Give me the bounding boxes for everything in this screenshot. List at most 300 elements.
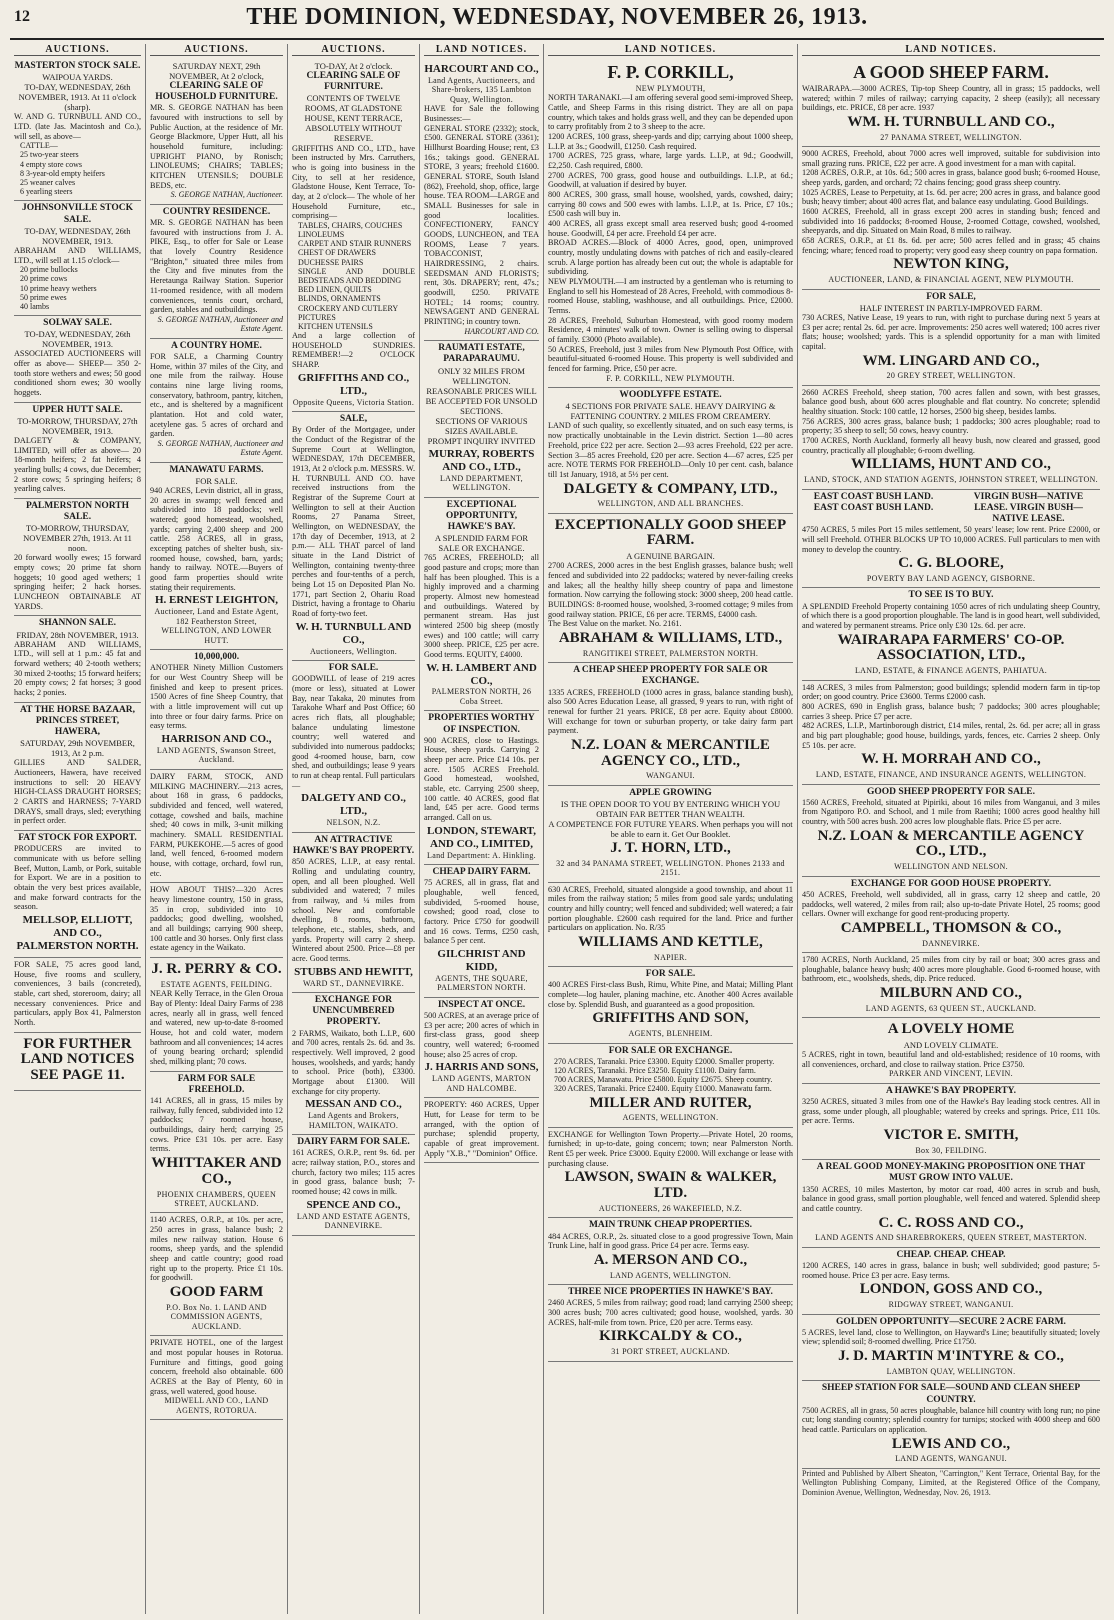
ad-body: ABRAHAM AND WILLIAMS, LTD., will sell at 1 p.m.: 45 fat and forward wethers; 40 2-tooth wethers; 30 mixed 2-tooths; 15 forward heifers; 20 empty cows; 2 fat horses; 3 good hacks; 2 ponies.	[14, 639, 141, 698]
ad-ten-million	[150, 650, 283, 770]
ad-newton-king	[802, 147, 1100, 290]
ad-title: FOR SALE,	[926, 291, 976, 302]
ad-title: WOODLYFFE ESTATE.	[619, 390, 722, 401]
ad-hawkes-bay-property	[292, 833, 415, 993]
column-heading: AUCTIONS.	[150, 44, 283, 56]
ad-williams-hunt	[802, 386, 1100, 490]
ad-agent: N.Z. LOAN & MERCANTILE AGENCY CO., LTD.,	[817, 827, 1085, 860]
stock-list	[14, 265, 141, 311]
ad-agent: WM. H. TURNBULL AND CO.,	[847, 113, 1055, 130]
ad-address: LAND AGENTS AND SHAREBROKERS, QUEEN STREET, MASTERTON.	[815, 1233, 1087, 1243]
ad-agent: HARCOURT AND CO.,	[424, 63, 539, 75]
ad-address: LAND, ESTATE, FINANCE, AND INSURANCE AGENTS, WELLINGTON.	[815, 770, 1087, 780]
ad-title: EXCHANGE FOR UNENCUMBERED PROPERTY.	[312, 995, 395, 1028]
ad-mortgagee-sale	[292, 412, 415, 661]
ad-body: GILLIES AND SALDER, Auctioneers, Hawera, have received instructions to sell: 20 HEAVY HIGH-CLASS DRAUGHT HORSES; 2 CARTS and HARNESS; 7-YARD DRAYS, small drays, sled; everything in perfect order.	[14, 758, 141, 826]
ad-address: LAMBTON QUAY, WELLINGTON.	[886, 1366, 1016, 1376]
ad-apple-growing	[548, 786, 793, 883]
listing-entry: 2700 ACRES, 700 grass, good house and outbuildings. L.I.P., at 6d.; Goodwill, at valuation if desired by buyer.	[548, 170, 793, 190]
ad-body: 5 ACRES, level land, close to Wellington, on Hayward's Line; beautifully situated; lovely view; splendid soil; 8-roomed dwelling. Price £1750.	[802, 1327, 1100, 1347]
ad-address: LAND DEPARTMENT, WELLINGTON.	[440, 473, 523, 493]
ad-horse-bazaar	[14, 703, 141, 831]
ad-masterton-stock-sale	[14, 59, 141, 201]
list-item: 120 ACRES, Taranaki. Price £3250. Equity £1100. Dairy farm.	[554, 1066, 756, 1076]
ad-address: LAND, ESTATE, & FINANCE AGENTS, PAHIATUA.	[854, 666, 1048, 676]
listing-entry: 50 ACRES, Freehold, just 3 miles from New Plymouth Post Office, with beautiful-situated 6-roomed House. This property is well subdivided and fenced for farming. Price, £50 per acre.	[548, 344, 793, 374]
listing-entry: 1700 ACRES, 725 grass, whare, large yards. L.I.P., at 9d.; Goodwill, £2,250. Cash required, £800.	[548, 151, 793, 171]
listing-entry: 1025 ACRES, Lease to Perpetuity, at 1s. 6d. per acre; 200 acres in grass, and balance good bush; heavy timber; about 400 acres flat, and balance easy undulating. Good Buildings.	[802, 187, 1100, 207]
column-auctions-1	[10, 44, 146, 1614]
ad-title: SHANNON SALE.	[38, 618, 117, 629]
ad-address: AUCTIONEERS, 26 WAKEFIELD, N.Z.	[598, 1203, 743, 1213]
ad-note: And a large collection of HOUSEHOLD SUNDRIES. REMEMBER!—2 O'CLOCK SHARP.	[292, 331, 415, 370]
ad-body: PRODUCERS are invited to communicate with us before selling Beef, Mutton, Lamb, or Pork, suitable for Export. We are in a position to obtain the very best prices available, and make forward contracts for the season.	[14, 844, 141, 912]
furniture-list	[292, 221, 415, 331]
ad-body: GOODWILL of lease of 219 acres (more or less), situated at Lower Bay, near Takaka, 20 minutes from Tarakohe Wharf and Post Office; 60 acres rich flats, all ploughable; balance undulating limestone country; well watered and subdivided into numerous paddocks; good 4-roomed house, barn, cow shed, and outbuildings; lease 9 years to run at cheap rental. Full particulars—	[292, 674, 415, 790]
ad-note: The Best Value on the market. No. 2161.	[548, 619, 682, 629]
ad-title: SHEEP STATION FOR SALE—SOUND AND CLEAN SHEEP COUNTRY.	[821, 1383, 1081, 1405]
ad-address: Auctioneers, Wellington.	[309, 646, 398, 656]
ad-milburn	[802, 953, 1100, 1018]
ad-body: GRIFFITHS AND CO., LTD., have been instructed by Mrs. Carruthers, who is going into business in the City, to sell at her residence, Gladstone House, Kent Terrace, To-day, at 2 o'clock— The whole of her Household Furniture, etc., comprising—	[292, 143, 415, 221]
ad-exchange-unencumbered	[292, 993, 415, 1135]
ad-upper-hutt-lease	[424, 1098, 539, 1163]
listing-entry: 800 ACRES, 300 grass, small house, woolshed, yards, cowshed, dairy; carrying 80 cows and 500 ewes with lambs. L.I.P., at 1s. Price, £7 10s.; £500 cash will buy in.	[548, 190, 793, 219]
ad-agent: MURRAY, ROBERTS AND CO., LTD.,	[428, 447, 535, 473]
ad-address: LAND AGENTS, MARTON AND HALCOMBE.	[431, 1074, 532, 1093]
ad-cg-bloore	[802, 490, 1100, 589]
ad-agent: GILCHRIST AND KIDD,	[437, 948, 526, 974]
list-item: 4 empty store cows	[20, 159, 82, 169]
ad-address: Opposite Queens, Victoria Station.	[292, 397, 415, 407]
ad-exceptionally-good-sheep-farm	[548, 514, 793, 663]
ad-agent: C. G. BLOORE,	[898, 555, 1004, 572]
ad-clearing-sale-furniture	[292, 59, 415, 412]
ad-date: SATURDAY NEXT, 29th NOVEMBER, At 2 o'clock,	[169, 61, 264, 82]
ad-agent: W. H. MORRAH AND CO.,	[861, 751, 1041, 768]
column-heading: LAND NOTICES.	[548, 44, 793, 56]
ad-body: PRIVATE HOTEL, one of the largest and most popular houses in Rotorua. Furniture and fittings, good going concern, freehold also obtainable. 600 ACRES at the Bay of Plenty, 60 in grass, well watered, good house.	[150, 1338, 283, 1396]
ad-note: SECTIONS OF VARIOUS SIZES AVAILABLE.	[435, 415, 528, 436]
ad-body: NEAR Kelly Terrace, in the Glen Oroua Bay of Plenty: Ideal Dairy Farms of 238 acres, nearly all in grass, well fenced and watered, new up-to-date 8-roomed House, hot and cold water, modern bathroom and all conveniences; 14 acres of young bearing orchard; splendid shed, milking plant; 70 cows.	[150, 989, 283, 1066]
column-heading: LAND NOTICES.	[802, 44, 1100, 56]
ad-good-farm	[150, 1213, 283, 1336]
ad-body: MR. S. GEORGE NATHAN has been favoured with instructions to sell by Public Auction, at the residence of Mr. George Blackmore, Upper Hutt, all his household furniture, including: UPRIGHT PIANO, by Ronisch; LINOLEUMS; CHAIRS; TABLES; KITCHEN UTENSILS; DOUBLE BEDS, etc.	[150, 103, 283, 190]
ad-body: 2460 ACRES, 5 miles from railway; good road; land carrying 2500 sheep; 300 acres bush; 700 acres cultivated; good house, woolshed, yards. 30 ACRES, half-mile from town. Price, £20 per acre. Terms easy.	[548, 1298, 793, 1327]
ad-palmerston-north-sale	[14, 499, 141, 616]
ad-subtitle: AND LOVELY CLIMATE.	[903, 1040, 999, 1051]
ad-title: PALMERSTON NORTH SALE.	[25, 500, 130, 523]
ad-title: EXCHANGE FOR GOOD HOUSE PROPERTY.	[850, 878, 1052, 889]
ad-dairy-farm-machinery	[150, 770, 283, 883]
ad-title: DAIRY FARM FOR SALE.	[297, 1137, 410, 1148]
ad-agent: W. H. LAMBERT AND CO.,	[426, 661, 537, 687]
ad-body: 484 ACRES, O.R.P., 2s. situated close to a good progressive Town, Main Trunk Line, half in good grass. Price £4 per acre. Terms easy.	[548, 1231, 793, 1251]
ad-agent: GRIFFITHS AND SON,	[592, 1010, 749, 1027]
masthead-rule	[10, 38, 1104, 40]
ad-body: 850 ACRES, L.I.P., at easy rental. Rolling and undulating country, open, and all been ploughed. Well subdivided and watered; 7 miles from railway, and ¼ miles from school. New and comfortable dwelling, 8 rooms, bathroom, telephone, etc., stables, sheds, and yards. Property will carry 2 sheep. Wintered about 2500. Price—£8 per acre. Good terms.	[292, 857, 415, 963]
ad-body: 400 ACRES First-class Bush, Rimu, White Pine, and Matai; Milling Plant complete—log hauler, planing machine, etc. Another 400 Acres available close by. Splendid Bush, and guaranteed as a good proposition.	[548, 980, 793, 1009]
column-auctions-3	[288, 44, 420, 1614]
ad-lovely-home	[802, 1018, 1100, 1084]
ad-lead: NORTH TARANAKI.—I am offering several good semi-improved Sheep, Cattle, and Sheep Farms in this rising district. They are all on papa country, which takes and holds grass well, and they can be depended upon to carry profitably from 2 to 3 sheep to the acre.	[548, 93, 793, 132]
ad-kirkcaldy	[548, 1285, 793, 1361]
listing-entry: 1208 ACRES, O.R.P., at 10s. 6d.; 500 acres in grass, balance good bush; 6-roomed House, sheep yards, garden, and orchard; 72 chains fencing; good grass sheep country.	[802, 168, 1100, 188]
ad-agent: DALGETY & COMPANY, LTD.,	[563, 480, 778, 497]
ad-body: 5 ACRES, right in town, beautiful land and old-established; residence of 10 rooms, with all conveniences, orchard, and close to railway station. Price £3750.	[802, 1050, 1100, 1069]
ad-country-residence	[150, 205, 283, 339]
ad-title: A GOOD SHEEP FARM.	[853, 62, 1049, 82]
listing-entry: 148 ACRES, 3 miles from Palmerston; good buildings; splendid modern farm in tip-top order; on good country. Price £3600. Terms £2000 cash.	[802, 682, 1100, 702]
ad-lewis-and-co	[802, 1381, 1100, 1469]
list-item: CATTLE—	[20, 141, 58, 151]
ad-body: 500 ACRES, at an average price of £3 per acre; 200 acres of which in first-class grass, good sheep country, well watered; 6-roomed house; also 25 acres of crop.	[424, 1011, 539, 1059]
list-item: DUCHESSE PAIRS	[298, 257, 364, 267]
ad-title: FOR SALE.	[328, 663, 379, 674]
ad-lead: HAVE for Sale the following Businesses:—	[424, 104, 539, 123]
ad-agent: DALGETY AND CO., LTD.,	[301, 792, 406, 818]
list-item: 320 ACRES, Taranaki. Price £2400. Equity £1000. Manawatu farm.	[554, 1084, 772, 1094]
ad-agent: F. P. CORKILL,	[607, 62, 734, 82]
ad-lead: IS THE OPEN DOOR TO YOU BY ENTERING WHICH YOU OBTAIN FAR BETTER THAN WEALTH.	[560, 799, 781, 820]
ad-address: WANGANUI.	[646, 771, 695, 781]
list-item: 25 weaner calves	[20, 178, 76, 188]
ad-body: 2 FARMS, Waikato, both L.I.P., 600 and 700 acres, rentals 2s. 6d. and 3s. respectively. Well improved, 2 good houses, woolsheds, and yards; handy to school. Price (both), £3300. Mortgage about £1300. Will exchange for city property.	[292, 1028, 415, 1096]
ad-subtitle: WAIPOUA YARDS.	[42, 72, 113, 83]
ad-title: UPPER HUTT SALE.	[32, 404, 123, 415]
ad-body: GENERAL STORE (2332); stock, £500. GENERAL STORE (3361); Hillhurst Boarding House; rent, £3 16s.; takings good. GENERAL STORE, 3 years; freehold £1600. GENERAL STORE, South Island (862), Freehold, shop, office, large house. TEA ROOM—LARGE and SMALL Businesses for sale in good localities. CONFECTIONERY, FANCY GOODS, LUNCHEON, and TEA ROOMS, Lease 7 years. TOBACCONIST, HAIRDRESSING, 2 chairs. SEEDSMAN AND FLORISTS; rent, 30s. DRAPERY; rent, 47s.; goodwill, £250. PRIVATE HOTEL; 14 rooms; country. NEWSAGENT AND GENERAL PRINTING; in country town.	[424, 123, 539, 327]
ad-address: RIDGWAY STREET, WANGANUI.	[888, 1300, 1014, 1310]
ad-body: 1200 ACRES, 140 acres in grass, balance in bush; well subdivided; good pasture; 5-roomed house. Price £3 per acre. Easy terms.	[802, 1261, 1100, 1280]
ad-title: TO SEE IS TO BUY.	[908, 590, 994, 601]
exchange-list	[548, 1057, 793, 1094]
ad-body: 7500 ACRES, all in grass, 50 acres ploughable, balance hill country with long run; no pine cut; long standing country; splendid country for turnips; stocked with 4000 sheep and 600 head cattle. Particulars on application.	[802, 1405, 1100, 1435]
column-heading: AUCTIONS.	[14, 44, 141, 56]
ad-signature: F. P. CORKILL, NEW PLYMOUTH.	[606, 373, 735, 383]
ad-wh-morrah	[802, 681, 1100, 785]
ad-household-furniture-sale	[150, 59, 283, 205]
ad-nz-loan-mercantile	[802, 785, 1100, 877]
ad-agent: LONDON, GOSS AND CO.,	[859, 1281, 1043, 1298]
listing-entry: 800 ACRES, 690 in English grass, balance bush; 7 paddocks; 300 acres ploughable; carries 3 sheep. Price £7 per acre.	[802, 701, 1100, 721]
ad-title: RAUMATI ESTATE,	[438, 343, 525, 354]
ad-body: 730 ACRES, Native Lease, 19 years to run, with right to purchase during next 5 years at £3 per acre; rental 2s. 6d. per acre. Improvements: 250 acres well watered; 100 acres river flats; house; woolshed; yards. This is a splendid opportunity for a man with limited capital.	[802, 312, 1100, 351]
list-item: 25 two-year steers	[20, 150, 79, 160]
ad-date: TO-DAY, WEDNESDAY, 26th NOVEMBER, 1913.	[24, 329, 131, 350]
ad-agent: VICTOR E. SMITH,	[883, 1127, 1019, 1144]
ad-heading-pair	[802, 492, 1100, 526]
ad-inspect-at-once	[424, 998, 539, 1098]
ad-williams-and-kettle	[548, 883, 793, 968]
ad-body: 1350 ACRES, 10 miles Masterton, by motor car road, 400 acres in scrub and bush, balance in good grass, small portion ploughable, well fenced and watered. Splendid sheep and cattle country.	[802, 1184, 1100, 1213]
list-item: BLINDS, ORNAMENTS	[298, 294, 381, 304]
ad-private-hotel-rotorua	[150, 1336, 283, 1420]
column-land-notices-1	[420, 44, 544, 1614]
ad-address: LAND, STOCK, AND STATION AGENTS, JOHNSTON STREET, WELLINGTON.	[804, 475, 1098, 485]
ad-signature: S. GEORGE NATHAN, Auctioneer and Estate Agent.	[157, 438, 283, 458]
ad-body: 20 forward woolly ewes; 15 forward empty cows; 20 prime fat shorn hoggets; 10 good aged wethers; 1 springing heifer; 2 hack horses. LUNCHEON OBTAINABLE AT YARDS.	[14, 553, 141, 611]
ad-agent: LEWIS AND CO.,	[891, 1435, 1011, 1452]
ad-how-about-this	[150, 883, 283, 958]
ad-harcourt	[424, 59, 539, 341]
ad-goodwill-lease	[292, 661, 415, 833]
ad-country-home	[150, 339, 283, 463]
ad-agent: WM. LINGARD AND CO.,	[862, 352, 1040, 369]
ad-title: COUNTRY RESIDENCE.	[162, 206, 271, 217]
ad-body: ASSOCIATED AUCTIONEERS will offer as above— SHEEP— 350 2-tooth store wethers and ewes; 50 good conditioned shorn ewes; 30 woolly hoggets.	[14, 349, 141, 398]
ad-cheap-sheep-property	[548, 663, 793, 786]
ad-agent: SPENCE AND CO.,	[306, 1198, 401, 1211]
ad-cheap-dairy-farm	[424, 865, 539, 998]
list-item: KITCHEN UTENSILS	[298, 321, 373, 331]
ad-body: 765 ACRES, FREEHOLD; all good pasture and crops; more than half has been ploughed. This is a highly improved and a charming property. Almost new homestead and outbuildings. Watered by permanent stream. Has just wintered 2500 big sheep (mostly ewes) and 100 cattle; will carry 3000 sheep. PRICE, £25 per acre. Good terms. EQUITY, £4000.	[424, 553, 539, 659]
ad-address: 20 GREY STREET, WELLINGTON.	[886, 371, 1016, 381]
ad-agent: LAWSON, SWAIN & WALKER, LTD.	[564, 1169, 777, 1202]
ad-signature: HARCOURT AND CO.	[464, 326, 539, 336]
ad-agent: LONDON, STEWART, AND CO., LIMITED,	[426, 824, 537, 850]
ad-exceptional-opportunity	[424, 498, 539, 712]
ad-subtitle: PARAPARAUMU.	[443, 354, 520, 365]
ad-shannon-sale	[14, 616, 141, 702]
ad-johnsonville-stock-sale	[14, 201, 141, 316]
list-item: CHEST OF DRAWERS	[298, 248, 376, 258]
ad-fp-corkill	[548, 59, 793, 388]
ad-body: PROPERTY: 460 ACRES, Upper Hutt, for Lease for term to be arranged, with the option of purchase; splendid property, capable of great improvement. Apply "X.B.," "Dominion" Office.	[424, 1100, 539, 1158]
masthead	[0, 0, 1114, 40]
ad-address: DANNEVIRKE.	[922, 938, 980, 948]
ad-subtitle: HALF INTEREST IN PARTLY-IMPROVED FARM.	[859, 302, 1043, 313]
ad-further-land-notices	[14, 1033, 141, 1091]
ad-farm-for-sale-freehold	[150, 1072, 283, 1214]
ad-date: TO-MORROW, THURSDAY, NOVEMBER 27th, 1913. At 11 noon.	[23, 523, 132, 554]
list-item: 20 prime cows	[20, 274, 68, 284]
ad-dairy-farm-for-sale	[292, 1135, 415, 1235]
ad-title: FARM FOR SALE FREEHOLD.	[177, 1073, 256, 1095]
ad-body: 3250 ACRES, situated 3 miles from one of the Hawke's Bay leading stock centres. All in grass, some under plough, all ploughable; watered by creeks and springs. Price, £11 10s. per acre. Terms.	[802, 1097, 1100, 1126]
ad-title: FOR SALE.	[645, 969, 696, 980]
stock-list	[14, 141, 141, 196]
ad-agent: J. T. HORN, LTD.,	[610, 840, 731, 857]
list-item: 10 prime heavy wethers	[20, 283, 97, 293]
list-item: 270 ACRES, Taranaki. Price £3300. Equity £2000. Smaller property.	[554, 1056, 775, 1066]
ad-body: By Order of the Mortgagee, under the Conduct of the Registrar of the Supreme Court at Wellington, WEDNESDAY, 17th DECEMBER, 1913, At 2 o'clock p.m. MESSRS. W. H. TURNBULL AND CO. have received instructions from the Registrar of the Supreme Court at Wellington to sell at their Auction Rooms, 27 Panama Street, Wellington, on WEDNESDAY, the 17th day of December, 1913, at 2 p.m.— ALL THAT parcel of land situate in the Land District of Wellington, containing twenty-three perches and four-tenths of a perch, being Lot 15 on Deposited Plan No. 1771, part Section 2, Ohariu Road District, having a frontage to Ohariu Road of forty-two feet.	[292, 425, 415, 619]
ad-date: TO-MORROW, THURSDAY, 27th NOVEMBER, 1913.	[17, 415, 138, 436]
list-item: 8 3-year-old empty heifers	[20, 168, 105, 178]
ad-agent-location: NEW PLYMOUTH,	[635, 83, 706, 93]
ad-griffiths-and-son	[548, 967, 793, 1043]
ad-address: ESTATE AGENTS, FEILDING.	[160, 979, 273, 989]
ad-agent: C. C. ROSS AND CO.,	[878, 1214, 1024, 1231]
ad-agent: J. HARRIS AND SONS,	[424, 1061, 539, 1074]
printers-imprint: Printed and Published by Albert Sheaton, "Carrington," Kent Terrace, Oriental Bay, for the Wellington Publishing Company, Limited, at the Registered Office of the Company, Dominion Avenue, Wellington, Wednesday, Nov. 26, 1913.	[802, 1468, 1100, 1497]
ad-date: SATURDAY, 29th NOVEMBER, 1913, At 2 p.m.	[20, 738, 135, 759]
ad-manawatu-farms	[150, 463, 283, 650]
listing-entry: 482 ACRES, L.I.P., Martinborough district, £14 miles, rental, 2s. 6d. per acre; all in grass and big part ploughable; good house, buildings, yards, fences, etc. Carries 2 sheep. Only £5 10s. per acre.	[802, 721, 1100, 750]
ad-london-goss	[802, 1248, 1100, 1315]
listing-entry: 400 ACRES, all grass except small area reserved bush; good 4-roomed house. Goodwill, £4 per acre. Freehold £4 per acre.	[548, 219, 793, 238]
ad-body: LAND of such quality, so excellently situated, and on such easy terms, is now practically unobtainable in the Levin district. Section 1—80 acres Freehold, price £22 per acre. Section 2—93 acres Freehold, £22 per acre. Section 3—85 acres Freehold, £20 per acre. Section 4—67 acres, £25 per acre. NOTE TERMS FOR FREEHOLD—Only 10 per cent. cash, balance till 1st January, 1918, at 5½ per cent.	[548, 421, 793, 479]
ad-fat-stock-export	[14, 831, 141, 958]
list-item: 6 yearling steers	[20, 187, 73, 197]
ad-miller-and-ruiter	[548, 1044, 793, 1128]
ad-body: 900 ACRES, close to Hastings. House, sheep yards. Carrying 2 sheep per acre. Price £14 10s. per acre. 1505 ACRES Freehold. Good homestead, woolshed, stable, etc. Carrying 2500 sheep, 100 cattle. 40 ACRES, good flat land, £45 per acre. Good terms arranged. Call on us.	[424, 735, 539, 823]
page-number: 12	[14, 8, 30, 25]
ad-title: A COUNTRY HOME.	[171, 340, 262, 351]
ad-title: AT THE HORSE BAZAAR, PRINCES STREET, HAWERA,	[19, 704, 136, 738]
ad-body: 940 ACRES, Levin district, all in grass, 20 acres in swamp; well fenced and subdivided into 18 paddocks; well watered; good homestead, woolshed, yards; carrying 2,400 sheep and 200 cattle. 258 ACRES, all in grass, excepting patches of shelter bush, six-roomed house, cowshed, barn, yards; handy to railway. NOTE.—Buyers of good farm properties should write stating their requirements.	[150, 486, 283, 592]
ad-raumati-estate	[424, 341, 539, 497]
ad-title: A REAL GOOD MONEY-MAKING PROPOSITION ONE THAT MUST GROW INTO VALUE.	[816, 1162, 1086, 1184]
ad-title: MAIN TRUNK CHEAP PROPERTIES.	[588, 1220, 753, 1231]
column-heading: LAND NOTICES.	[424, 44, 539, 56]
ad-address: WELLINGTON AND NELSON.	[894, 862, 1008, 872]
ad-title: SALE,	[339, 414, 368, 425]
ad-lawson-swain-walker	[548, 1128, 793, 1219]
ad-address: Land Department: A. Hinkling.	[427, 850, 536, 860]
ad-agent: PARKER AND VINCENT, LEVIN.	[889, 1069, 1013, 1079]
ad-paragraph: BROAD ACRES.—Block of 4000 Acres, good, open, unimproved country, mostly undulating downs with patches of rich and easily-cleared scrub. A large portion has already been cut out; the whole is adaptable for subdividing.	[548, 238, 793, 277]
ad-agent: ABRAHAM & WILLIAMS, LTD.,	[558, 629, 783, 646]
ad-agent: WILLIAMS, HUNT AND CO.,	[851, 456, 1051, 473]
ad-agent: NEWTON KING,	[893, 256, 1009, 273]
ad-address: RANGITIKEI STREET, PALMERSTON NORTH.	[582, 648, 759, 658]
ad-agent: MILLER AND RUITER,	[589, 1094, 752, 1111]
ad-agent: MIDWELL AND CO., LAND AGENTS, ROTORUA.	[164, 1396, 269, 1415]
ad-subtitle: 4 SECTIONS FOR PRIVATE SALE. HEAVY DAIRYING & FATTENING COUNTRY. 2 MILES FROM CREAMERY.	[565, 401, 776, 422]
list-item: 40 lambs	[20, 301, 50, 311]
ad-body: EXCHANGE for Wellington Town Property.—Private Hotel, 20 rooms, furnished; in up-to-date, going concern; town; near Palmerston North. Rent £5 per week. Price £3000. Equity £2000. Will exchange or lease with purchasing clause.	[548, 1129, 793, 1168]
ad-date: TO-DAY, At 2 o'clock.	[314, 61, 393, 71]
ad-body: FOR SALE, a Charming Country Home, within 37 miles of the City, and one mile from the railway. House contains nine large living rooms, conservatory, bathroom, pantry, kitchen, etc., and is sheltered by a magnificent plantation. Hot and cold water, acetylene gas. 5 acres of orchard and garden.	[150, 351, 283, 439]
ad-address: LAND AGENTS, WELLINGTON.	[609, 1270, 732, 1280]
ad-address: WELLINGTON, AND ALL BRANCHES.	[597, 499, 744, 509]
ad-properties-worthy	[424, 711, 539, 865]
listing-entry: 658 ACRES, O.R.P., at £1 8s. 6d. per acre; 500 acres felled and in grass; 45 chains fencing; whare; fenced road to property; very good easy sheep country on papa formation.	[802, 236, 1100, 255]
ad-title: AN ATTRACTIVE HAWKE'S BAY PROPERTY.	[292, 834, 415, 857]
ad-title: JOHNSONVILLE STOCK SALE.	[22, 203, 133, 225]
ad-solway-sale	[14, 316, 141, 403]
ad-title: EXCEPTIONAL OPPORTUNITY, HAWKE'S BAY.	[445, 499, 518, 532]
newspaper-title: THE DOMINION, WEDNESDAY, NOVEMBER 26, 1913.	[246, 4, 868, 30]
ad-wm-lingard	[802, 290, 1100, 386]
ad-address: POVERTY BAY LAND AGENCY, GISBORNE.	[866, 574, 1036, 584]
ad-woodlyffe-estate	[548, 388, 793, 513]
see-page-notice: FOR FURTHER LAND NOTICES SEE PAGE 11.	[20, 1035, 135, 1084]
list-item: SINGLE AND DOUBLE BEDSTEADS AND BEDDING	[298, 266, 415, 285]
ad-body: MR. S. GEORGE NATHAN has been favoured with instructions from J. A. PIKE, Esq., to offer for Sale or Lease that lovely Country Residence "Brighton," situated three miles from the City and five minutes from the Heretaunga Railway Station. Superior 11-roomed residence, with all modern conveniences, tennis court, orchard, garden, stables and outbuildings.	[150, 218, 283, 315]
ad-address: LAND AND ESTATE AGENTS, DANNEVIRKE.	[296, 1211, 411, 1231]
ad-date: FRIDAY, 28th NOVEMBER, 1913.	[16, 629, 139, 640]
ad-victor-smith	[802, 1084, 1100, 1160]
ad-body: 630 ACRES, Freehold, situated alongside a good township, and about 11 miles from the railway station; 5 miles from good sale yards; undulating country and hilly country; well fenced and subdivided; well watered; a fair portion ploughable. £2600 cash required for the land. Price and further particulars on application. No. R/35	[548, 884, 793, 933]
ad-jr-perry	[150, 958, 283, 1072]
listing-entry: 1600 ACRES, Freehold, all in grass except 200 acres in standing bush; fenced and subdivided into 16 paddocks; 8-roomed House, 2-roomed Cottage, cowshed, woolshed, sheepyards, and dip. Situated on Main Road, 8 miles to railway.	[802, 207, 1100, 236]
ad-date: TO-DAY, WEDNESDAY, 26th NOVEMBER, 1913.	[24, 225, 131, 246]
ad-agent: WHITTAKER AND CO.,	[151, 1155, 282, 1187]
ad-agent: HARRISON AND CO.,	[161, 733, 272, 746]
ad-address: AUCTIONEER, LAND, & FINANCIAL AGENT, NEW PLYMOUTH.	[828, 275, 1074, 285]
ad-body: 4750 ACRES, 5 miles Port 15 miles settlement, 50 years' lease; low rent. Price £2000, or will sell Freehold. OTHER BLOCKS UP TO 10,000 ACRES. Full particulars to men with money to develop the country.	[802, 525, 1100, 554]
ad-agent: WILLIAMS AND KETTLE,	[578, 934, 763, 951]
ad-title: FOR SALE OR EXCHANGE.	[608, 1045, 733, 1056]
ad-title: SOLWAY SALE.	[43, 318, 112, 329]
listing-entry: 1200 ACRES, 100 grass, sheep-yards and dip; carrying about 1000 sheep, L.I.P. at 3s.; Goodwill, £1250. Cash required.	[548, 132, 793, 151]
ad-address: 31 PORT STREET, AUCKLAND.	[611, 1347, 730, 1357]
ad-body: DALGETY & COMPANY, LIMITED, will offer as above— 20 18-month heifers; 2 fat heifers; 4 yearling bulls; 4 cows, due December; 2 store cows; 5 springing heifers; 8 yearling calves.	[14, 435, 141, 494]
ad-campbell-thomson	[802, 877, 1100, 953]
ad-agent: WAIRARAPA FARMERS' CO-OP. ASSOCIATION, LTD.,	[837, 631, 1065, 664]
ad-body: WAIRARAPA.—3000 ACRES, Tip-top Sheep Country, all in grass; 15 paddocks, well watered; within 7 miles of railway; carrying capacity, 2 sheep (easily); all necessary buildings, etc. PRICE, £8 per acre. 1937	[802, 83, 1100, 113]
ad-agent: A. MERSON AND CO.,	[593, 1251, 748, 1268]
ad-title: MASTERTON STOCK SALE.	[14, 61, 141, 71]
ad-lead: W. AND G. TURNBULL AND CO., LTD. (late Jas. Macintosh and Co.), will sell, as above—	[14, 112, 141, 141]
list-item: PICTURES	[298, 312, 336, 322]
ad-agent: MILBURN AND CO.,	[880, 985, 1022, 1002]
ad-body: 1560 ACRES, Freehold, situated at Pipiriki, about 16 miles from Wanganui, and 3 miles from Ngatiporo P.O. and School, and 1 mile from Raetihi; 1000 acres good healthy hill country, with 500 acres bush. 200 acres low ploughable flats. Price £5 per acre.	[802, 797, 1100, 827]
ad-agent: MELLSOP, ELLIOTT, AND CO., PALMERSTON NORTH.	[16, 913, 139, 952]
column-land-notices-3	[798, 44, 1104, 1614]
ad-signature: S. GEORGE NATHAN, Auctioneer and Estate Agent.	[157, 314, 283, 334]
ad-body: 1780 ACRES, North Auckland, 25 miles from city by rail or boat; 300 acres grass and ploughable, balance heavy bush; 400 acres more ploughable. Good 6-roomed house, with bathroom, etc., woolsheds, sheds, dip. Price reduced.	[802, 955, 1100, 984]
ad-title: FAT STOCK FOR EXPORT.	[18, 833, 137, 844]
ad-body: 161 ACRES, O.R.P., rent 9s. 6d. per acre; railway station, P.O., stores and church, factory two miles; 115 acres in good grass, balance bush; 7-roomed house; 42 cows in milk.	[292, 1148, 415, 1197]
ad-signature: S. GEORGE NATHAN, Auctioneer.	[170, 190, 283, 200]
ad-good-sheep-farm	[802, 59, 1100, 147]
ad-note: REASONABLE PRICES WILL BE ACCEPTED FOR UNSOLD SECTIONS.	[425, 385, 538, 416]
ad-body: FOR SALE, 75 acres good land, House, five rooms and scullery, conveniences, 3 bails (concreted), stable, cart shed, storeroom, dairy; all necessary conveniences. Price and particulars, apply Box 41, Palmerston North.	[14, 959, 141, 1027]
listing-entry: 2660 ACRES Freehold, sheep station, 700 acres fallen and sown, with best grasses, balance good bush, about 600 acres ploughable and flat country. No concrete; splendid healthy situation. Stock: 100 cattle, 12 horses, 2500 big sheep, besides lambs.	[802, 387, 1100, 417]
ad-subtitle: A GENUINE BARGAIN.	[626, 551, 715, 562]
list-item: CARPET AND STAIR RUNNERS	[298, 239, 412, 249]
ad-title: CHEAP DAIRY FARM.	[432, 867, 531, 878]
column-heading: AUCTIONS.	[292, 44, 415, 56]
ad-agent: CAMPBELL, THOMSON & CO.,	[840, 919, 1062, 936]
ad-address: 27 PANAMA STREET, WELLINGTON.	[880, 132, 1022, 142]
ad-address: Auctioneer, Land and Estate Agent, 182 Featherston Street, WELLINGTON, AND LOWER HUTT.	[154, 607, 279, 645]
ad-title: MANAWATU FARMS.	[169, 464, 264, 475]
listing-entry: 1700 ACRES, North Auckland, formerly all heavy bush, now cleared and grassed, good country, practically all ploughable; 6-room dwelling.	[802, 436, 1100, 455]
ad-address: LAND AGENTS, 63 QUEEN ST., AUCKLAND.	[865, 1003, 1037, 1013]
ad-address: AGENTS, THE SQUARE, PALMERSTON NORTH.	[435, 974, 528, 993]
ad-body: 2700 ACRES, 2000 acres in the best English grasses, balance bush; well fenced and subdivided into 22 paddocks; watered by never-failing creeks and lakes; all the healthy hilly sheep country of papa and limestone formation. Now carrying the following stock: 3000 sheep, 200 head cattle. BUILDINGS: 8-roomed house, woolshed, 3-roomed cottage; 9 miles from good railway station. PRICE, £6 per acre. TERMS, £4000 cash.	[548, 561, 793, 619]
listing-entry: 28 ACRES, Freehold, Suburban Homestead, with good roomy modern Residence, 4 minutes' walk of town. Owner is selling owing to dispersal of family. £3000 (Photo available).	[548, 315, 793, 345]
ad-address: PALMERSTON NORTH, 26 Coba Street.	[431, 687, 532, 706]
ad-title: 10,000,000.	[193, 652, 240, 663]
ad-title: A LOVELY HOME	[887, 1021, 1015, 1038]
ad-title: THREE NICE PROPERTIES IN HAWKE'S BAY.	[568, 1287, 773, 1298]
list-item: 50 prime ewes	[20, 292, 67, 302]
list-item: LINOLEUMS	[298, 230, 345, 240]
ad-body: 75 ACRES, all in grass, flat and ploughable, well fenced, subdivided, 5-roomed house, cowshed; good road, close to factory. Price £750 for goodwill and 16 cows. Terms, £250 cash, balance 5 per cent.	[424, 878, 539, 946]
ad-title: EXCEPTIONALLY GOOD SHEEP FARM.	[554, 516, 787, 549]
ad-title-right: VIRGIN BUSH—NATIVE LEASE. VIRGIN BUSH—NATIVE LEASE.	[973, 491, 1084, 525]
ad-address: LAND AGENTS, WANGANUI.	[895, 1454, 1007, 1464]
ad-agent: STUBBS AND HEWITT,	[294, 965, 413, 978]
ad-cc-ross	[802, 1160, 1100, 1248]
column-land-notices-2	[544, 44, 798, 1614]
ad-paragraph: NEW PLYMOUTH.—I am instructed by a gentleman who is returning to England to sell his Homestead of 28 Acres, Freehold, with commodious 8-roomed House, stabling, washhouse, and all outbuildings. Price, £2000. Terms.	[548, 277, 793, 316]
ad-agent: GRIFFITHS AND CO., LTD.,	[297, 371, 410, 397]
ad-body: 450 ACRES, Freehold, well subdivided, all in grass, carry 12 sheep and cattle, 20 paddocks, well watered, 2 miles from rail; also up-to-date Private Hotel, 25 rooms; good cellars. Owner will exchange for good rent-producing property.	[802, 889, 1100, 919]
ad-address: LAND AGENTS, Swanson Street, Auckland.	[156, 746, 277, 765]
ad-address: NELSON, N.Z.	[326, 818, 381, 828]
ad-note: ONLY 32 MILES FROM WELLINGTON.	[438, 365, 525, 386]
ad-body: DAIRY FARM, STOCK, AND MILKING MACHINERY.—213 acres, about 168 in grass, 6 paddocks, subdivided and fenced, well watered, cottage, cowshed and bails, machine shed; 40 cows in milk, 3-unit milking machinery. SMALL RESIDENTIAL FARM, PUKEKOHE.—5 acres of good land, well fenced, 6-roomed modern house, with cottage, orchard, fowl run, etc.	[150, 771, 283, 878]
ad-agent: MESSAN AND CO.,	[305, 1098, 402, 1111]
listing-entry: 9000 ACRES, Freehold, about 7000 acres well improved, suitable for subdivision into small grazing runs. PRICE, £22 per acre. A good investment for a man with capital.	[802, 149, 1100, 168]
ad-agent: KIRKCALDY & CO.,	[599, 1328, 742, 1345]
ad-address: NAPIER.	[654, 952, 687, 962]
